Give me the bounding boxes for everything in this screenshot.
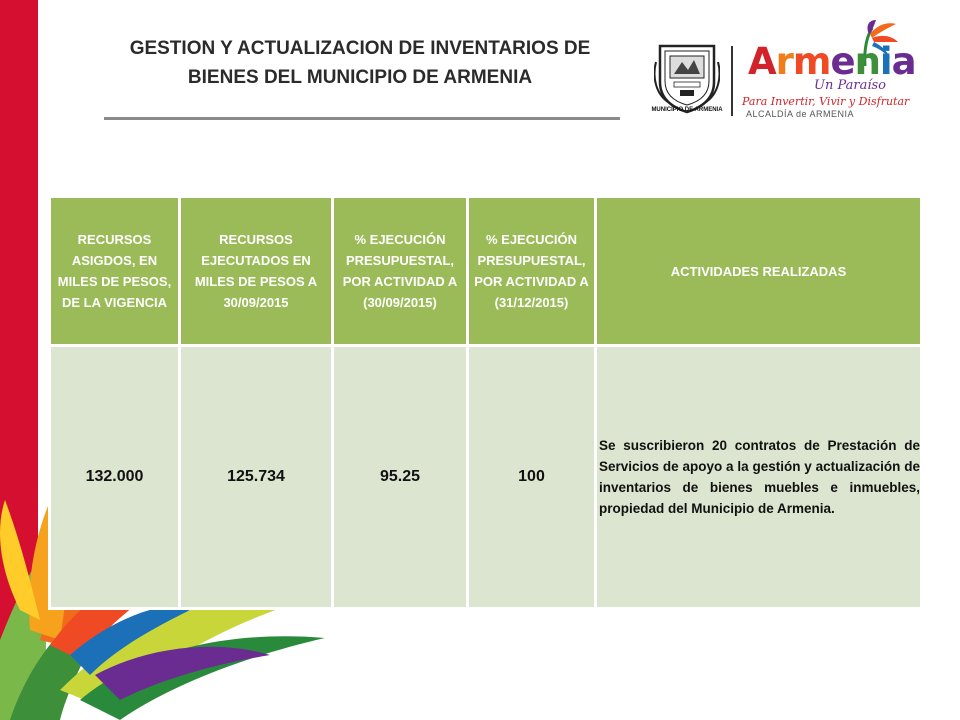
header-recursos-ejecutados: RECURSOS EJECUTADOS EN MILES DE PESOS A 30/09/2015: [181, 198, 331, 344]
cell-recursos-asignados: 132.000: [51, 347, 178, 607]
brand-alcaldia: ALCALDÍA de ARMENIA: [746, 109, 855, 119]
brand-letter-a2: a: [891, 40, 916, 83]
cell-ejecucion-septiembre: 95.25: [334, 347, 466, 607]
brand-tagline: Un Paraíso: [814, 78, 886, 93]
title-line-1: GESTION Y ACTUALIZACION DE INVENTARIOS DE: [129, 38, 591, 59]
cell-ejecucion-diciembre: 100: [469, 347, 594, 607]
header-ejecucion-diciembre: % EJECUCIÓN PRESUPUESTAL, POR ACTIVIDAD A (31/12/2015): [469, 198, 594, 344]
header-recursos-asignados: RECURSOS ASIGDOS, EN MILES DE PESOS, DE LA VIGENCIA: [51, 198, 178, 344]
page-title: [100, 34, 620, 92]
table-row: [51, 347, 920, 607]
cell-recursos-ejecutados: 125.734: [181, 347, 331, 607]
brand-slogan: Para Invertir, Vivir y Disfrutar: [742, 95, 910, 108]
brand-letter-a: A: [748, 40, 776, 83]
table-header-row: [51, 198, 920, 344]
brand-letter-r: r: [775, 40, 793, 83]
header-ejecucion-septiembre: % EJECUCIÓN PRESUPUESTAL, POR ACTIVIDAD A (30/09/2015): [334, 198, 466, 344]
armenia-brand-logo: [738, 22, 916, 119]
title-underline: [104, 117, 620, 120]
brand-letter-m: m: [792, 40, 831, 83]
seal-caption: MUNICIPIO DE ARMENIA: [651, 107, 723, 113]
brand-wordmark: [748, 40, 916, 83]
budget-execution-table: [48, 195, 923, 610]
brand-letter-n: n: [854, 40, 880, 83]
brand-letter-e: e: [830, 40, 855, 83]
logo-divider: [731, 46, 733, 116]
title-line-2: BIENES DEL MUNICIPIO DE ARMENIA: [187, 67, 533, 88]
header-actividades: ACTIVIDADES REALIZADAS: [597, 198, 920, 344]
cell-actividades: Se suscribieron 20 contratos de Prestación de Servicios de apoyo a la gestión y actualización de inventarios de bienes muebles e inmuebles, propiedad del Municipio de Armenia.: [597, 347, 920, 607]
brand-letter-i: i: [879, 40, 892, 83]
